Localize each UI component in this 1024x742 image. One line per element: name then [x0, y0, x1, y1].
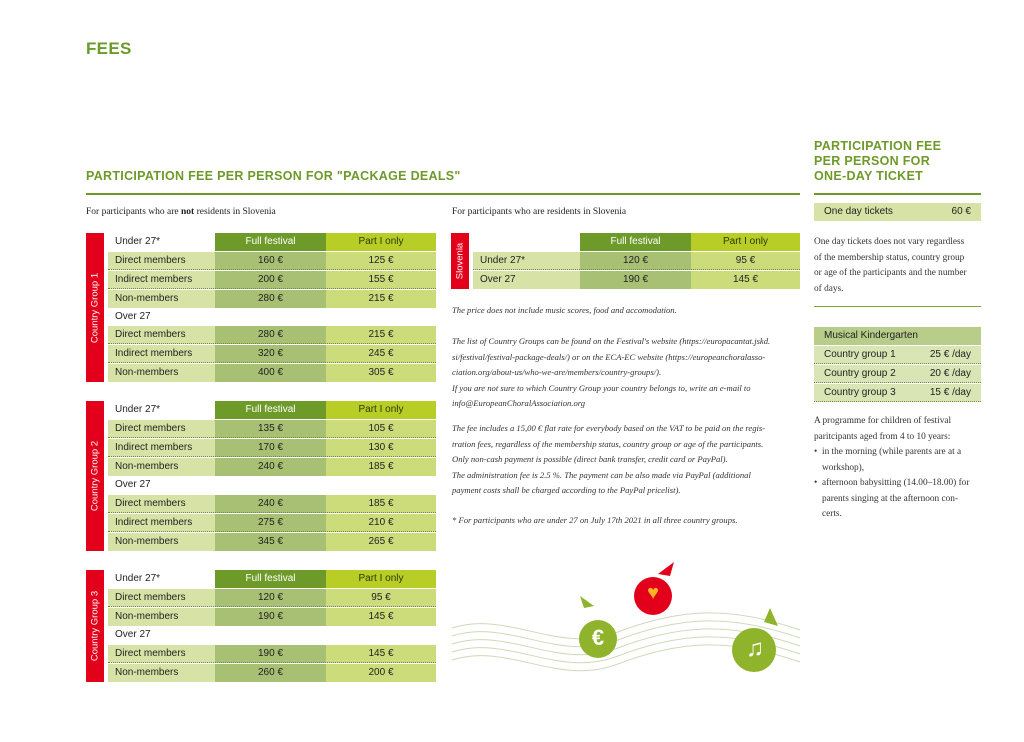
table-row	[108, 495, 436, 513]
country-group-1-table	[86, 233, 436, 382]
package-deals-title: PARTICIPATION FEE PER PERSON FOR "PACKAGE DEALS"	[86, 169, 461, 183]
member-label: Direct members	[108, 326, 215, 344]
age-row	[108, 308, 436, 326]
age-label: Under 27*	[115, 573, 161, 584]
part-price: 305 €	[326, 364, 436, 382]
kindergarten-price: 25 € /day	[929, 349, 971, 360]
member-label: Indirect members	[108, 271, 215, 289]
full-price: 240 €	[215, 495, 326, 513]
part-price: 105 €	[326, 420, 436, 438]
table-row	[108, 364, 436, 382]
note-fee-vat: The fee includes a 15,00 € flat rate for everybody based on the VAT to be paid on the regis- tration fees, regardless of the membership status, country group or age of the participants. Only non-cash payment is possible (direct bank transfer, credit card or PayPal). The administration fee is 2.5 %. The payment can be also made via PayPal (additional payment costs shall be charged according to the PayPal pricelist).	[452, 423, 766, 495]
one-day-price: 60 €	[951, 206, 971, 217]
age-label: Under 27*	[473, 252, 580, 270]
member-label: Direct members	[108, 645, 215, 663]
part-price: 215 €	[326, 326, 436, 344]
age-label: Over 27	[473, 271, 580, 289]
column-part-one: Part I only	[691, 233, 800, 251]
country-group-3-table	[86, 570, 436, 682]
country-group-2-tab: Country Group 2	[86, 401, 104, 551]
column-part-one: Part I only	[326, 401, 436, 419]
kindergarten-group-label: Country group 2	[824, 368, 896, 379]
note-country-groups: The list of Country Groups can be found on the Festival's website (https://europacantat.jskd. si/festival/festival-package-deals/) or on the ECA-EC website (https://europeanchoralasso- ciation.org/about-us/who-we-are/members/country-groups/). If you are not sure to which Country Group your country belongs to, write an e-mail to info@EuropeanChoralAssociation.org	[452, 336, 771, 408]
full-price: 120 €	[215, 589, 326, 607]
member-label: Non-members	[108, 290, 215, 308]
table-header-row	[473, 233, 800, 251]
table-row	[108, 326, 436, 344]
age-label: Under 27*	[115, 404, 161, 415]
country-group-1-tab: Country Group 1	[86, 233, 104, 382]
kindergarten-text: A programme for children of festival paritcipants aged from 4 to 10 years: • in the morning (while parents are at a workshop), • afternoon babysitting (14.00–18.00) for parents singing at the afternoon con- certs.	[814, 416, 970, 519]
table-row	[108, 664, 436, 682]
kindergarten-row	[814, 346, 981, 364]
column-full-festival: Full festival	[215, 570, 326, 588]
age-row	[108, 626, 436, 644]
age-label: Under 27*	[115, 236, 161, 247]
full-price: 190 €	[580, 271, 691, 289]
full-price: 345 €	[215, 533, 326, 551]
column-full-festival: Full festival	[215, 401, 326, 419]
table-header-row	[108, 570, 436, 588]
slovenia-tab: Slovenia	[451, 233, 469, 289]
member-label: Indirect members	[108, 345, 215, 363]
table-row	[108, 345, 436, 363]
member-label: Direct members	[108, 420, 215, 438]
age-row	[108, 476, 436, 494]
kindergarten-header	[814, 327, 981, 345]
note-under-27: * For participants who are under 27 on July 17th 2021 in all three country groups.	[452, 515, 738, 525]
full-price: 240 €	[215, 458, 326, 476]
column-full-festival: Full festival	[215, 233, 326, 251]
age-label: Over 27	[115, 311, 151, 322]
resident-intro: For participants who are residents in Slovenia	[452, 207, 627, 217]
full-price: 280 €	[215, 326, 326, 344]
table-row	[108, 439, 436, 457]
table-row	[108, 271, 436, 289]
part-price: 95 €	[691, 252, 800, 270]
table-row	[108, 533, 436, 551]
table-row	[473, 271, 800, 289]
full-price: 170 €	[215, 439, 326, 457]
age-label: Over 27	[115, 629, 151, 640]
kindergarten-price: 20 € /day	[929, 368, 971, 379]
part-price: 185 €	[326, 458, 436, 476]
table-header-row	[108, 233, 436, 251]
part-price: 145 €	[326, 608, 436, 626]
table-row	[108, 290, 436, 308]
column-full-festival: Full festival	[580, 233, 691, 251]
part-price: 155 €	[326, 271, 436, 289]
full-price: 190 €	[215, 645, 326, 663]
one-day-separator	[814, 306, 981, 307]
full-price: 200 €	[215, 271, 326, 289]
part-price: 265 €	[326, 533, 436, 551]
table-row	[108, 514, 436, 532]
part-price: 215 €	[326, 290, 436, 308]
part-price: 145 €	[691, 271, 800, 289]
nonresident-intro: For participants who are not residents in Slovenia	[86, 207, 276, 217]
table-row	[473, 252, 800, 270]
one-day-title: PARTICIPATION FEE PER PERSON FOR ONE-DAY TICKET	[814, 139, 942, 183]
part-price: 245 €	[326, 345, 436, 363]
table-row	[108, 608, 436, 626]
country-group-3-tab: Country Group 3	[86, 570, 104, 682]
part-price: 200 €	[326, 664, 436, 682]
member-label: Non-members	[108, 533, 215, 551]
member-label: Indirect members	[108, 439, 215, 457]
note-price-excludes: The price does not include music scores, food and accomodation.	[452, 305, 677, 315]
member-label: Direct members	[108, 252, 215, 270]
part-price: 145 €	[326, 645, 436, 663]
kindergarten-row	[814, 365, 981, 383]
member-label: Non-members	[108, 364, 215, 382]
table-row	[108, 645, 436, 663]
full-price: 190 €	[215, 608, 326, 626]
member-label: Direct members	[108, 495, 215, 513]
one-day-rule	[814, 193, 981, 195]
part-price: 185 €	[326, 495, 436, 513]
full-price: 400 €	[215, 364, 326, 382]
age-label: Over 27	[115, 479, 151, 490]
page-title: FEES	[86, 39, 132, 58]
member-label: Direct members	[108, 589, 215, 607]
member-label: Non-members	[108, 458, 215, 476]
package-deals-rule	[86, 193, 800, 195]
heart-glyph: ♥	[647, 582, 659, 604]
table-row	[108, 589, 436, 607]
full-price: 280 €	[215, 290, 326, 308]
note-glyph: ♫	[746, 635, 764, 662]
table-row	[108, 252, 436, 270]
euro-glyph: €	[591, 625, 605, 650]
kindergarten-group-label: Country group 3	[824, 387, 896, 398]
country-group-2-table	[86, 401, 436, 551]
table-header-row	[108, 401, 436, 419]
part-price: 125 €	[326, 252, 436, 270]
table-row	[108, 458, 436, 476]
column-part-one: Part I only	[326, 570, 436, 588]
kindergarten-group-label: Country group 1	[824, 349, 896, 360]
part-price: 210 €	[326, 514, 436, 532]
one-day-label: One day tickets	[824, 206, 893, 217]
one-day-text: One day tickets does not vary regardless of the membership status, country group or age of the participants and the number of days.	[814, 237, 967, 294]
part-price: 95 €	[326, 589, 436, 607]
one-day-ticket-row	[814, 203, 981, 221]
kindergarten-price: 15 € /day	[929, 387, 971, 398]
full-price: 120 €	[580, 252, 691, 270]
kindergarten-title: Musical Kindergarten	[824, 330, 918, 341]
part-price: 130 €	[326, 439, 436, 457]
slovenia-table	[451, 233, 800, 289]
full-price: 275 €	[215, 514, 326, 532]
full-price: 135 €	[215, 420, 326, 438]
full-price: 160 €	[215, 252, 326, 270]
column-part-one: Part I only	[326, 233, 436, 251]
full-price: 320 €	[215, 345, 326, 363]
member-label: Non-members	[108, 608, 215, 626]
member-label: Non-members	[108, 664, 215, 682]
kindergarten-row	[814, 384, 981, 402]
member-label: Indirect members	[108, 514, 215, 532]
table-row	[108, 420, 436, 438]
full-price: 260 €	[215, 664, 326, 682]
